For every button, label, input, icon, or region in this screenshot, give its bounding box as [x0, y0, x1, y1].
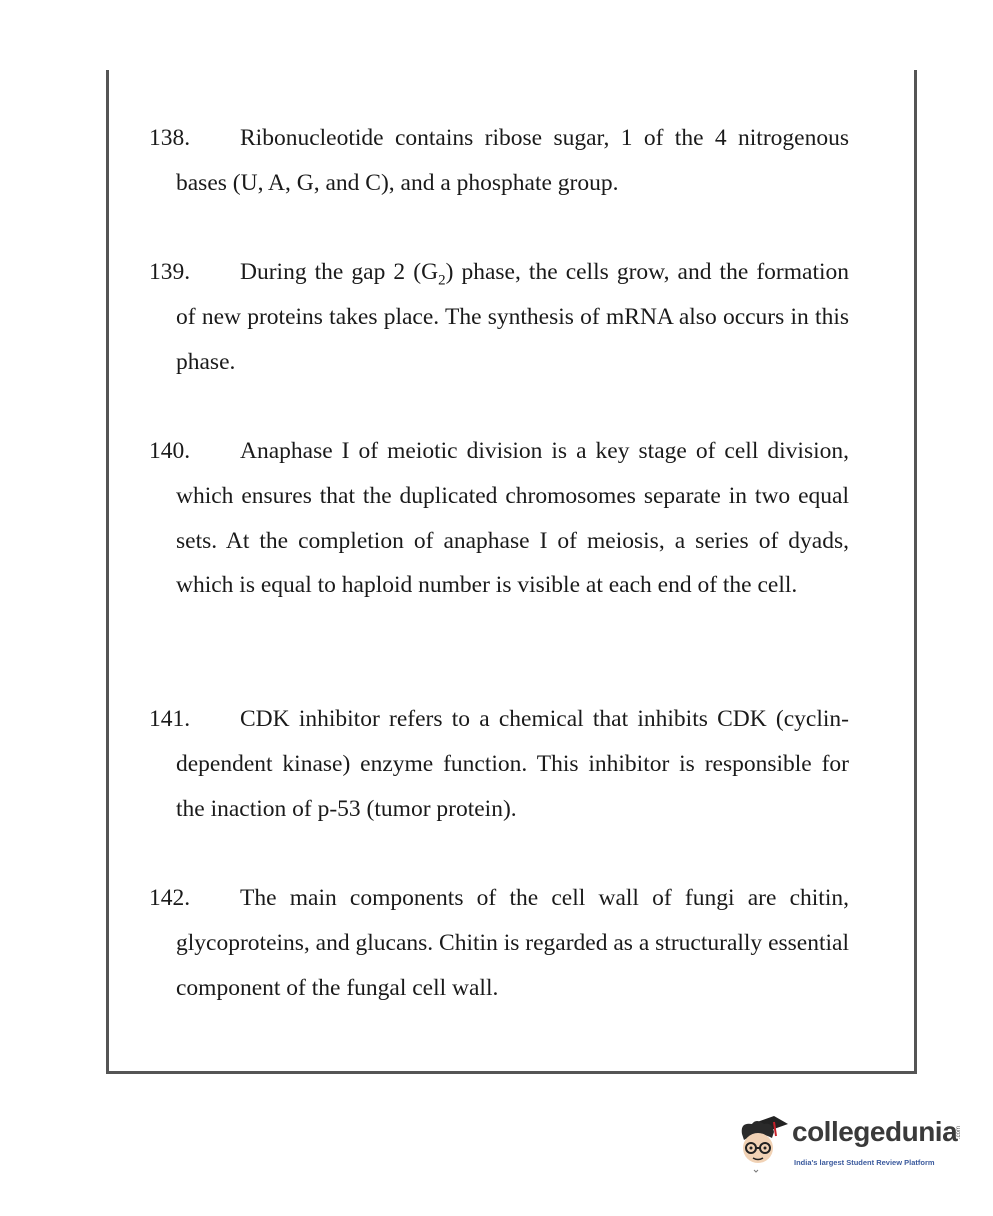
logo-domain-suffix: .com [956, 1126, 962, 1140]
answer-text: CDK inhibitor refers to a chemical that inhibits CDK (cyclin-dependent kinase) enzyme function. This inhibitor is responsible for the inaction of p-53 (tumor protein). [176, 706, 849, 822]
collegedunia-logo[interactable] [738, 1108, 968, 1188]
answer-text: Ribonucleotide contains ribose sugar, 1 of the 4 nitrogenous bases (U, A, G, and C), and a phosphate group. [176, 125, 849, 196]
logo-tagline: India's largest Student Review Platform [794, 1158, 935, 1167]
answer-number: 139. [149, 259, 191, 285]
logo-name: collegedunia [792, 1116, 958, 1147]
answer-number: 141. [149, 706, 191, 732]
answer-number: 140. [149, 438, 191, 464]
answer-140 [149, 429, 849, 608]
answer-142 [149, 876, 849, 1010]
answer-text: Anaphase I of meiotic division is a key stage of cell division, which ensures that the duplicated chromosomes separate in two equal sets. At the completion of anaphase I of meiosis, a series of dyads, which is equal to haploid number is visible at each end of the cell. [176, 438, 849, 599]
answer-number: 142. [149, 885, 191, 911]
answer-138 [149, 116, 849, 206]
mascot-icon [738, 1108, 788, 1178]
answer-139 [149, 250, 850, 384]
answer-141 [149, 697, 849, 831]
answer-number: 138. [149, 125, 191, 151]
answer-text: The main components of the cell wall of fungi are chitin, glycoproteins, and glucans. Chitin is regarded as a structurally essential component of the fungal cell wall. [176, 885, 849, 1001]
answer-text: During the gap 2 $(G_2)$ phase, the cells grow, and the formation of new proteins takes place. The synthesis of mRNA also occurs in this phase. [176, 259, 850, 375]
